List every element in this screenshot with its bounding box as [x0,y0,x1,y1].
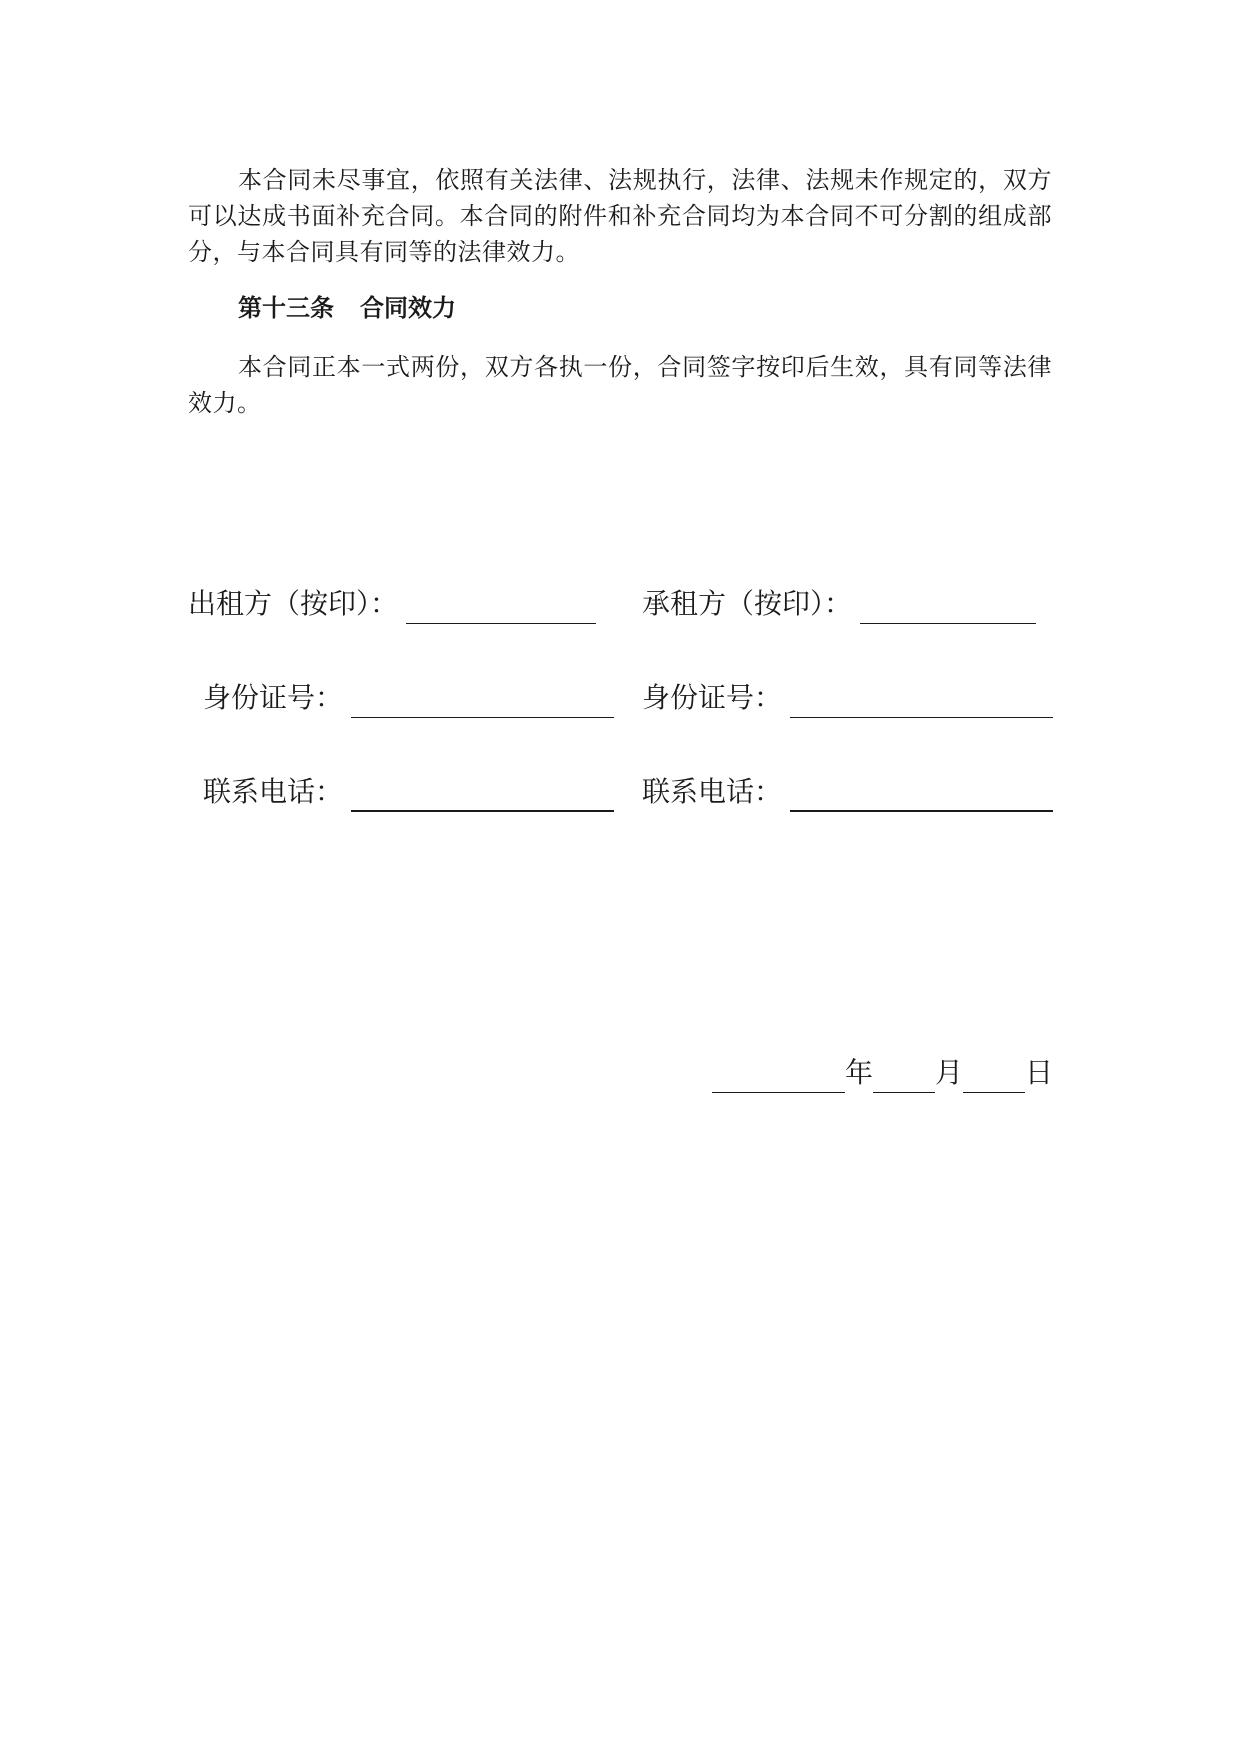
lessor-signature-field[interactable] [406,597,596,624]
lessee-signature-field[interactable] [860,597,1036,624]
signing-date-line [712,1053,1053,1093]
article-13-title: 合同效力 [360,294,456,322]
lessee-phone-label: 联系电话： [642,775,783,808]
lessee-id-field[interactable] [790,691,1053,718]
lessor-sign-label: 出租方（按印）： [188,587,399,620]
lessor-phone-field[interactable] [351,784,614,812]
lessor-id-label: 身份证号： [203,681,344,714]
lessor-id-field[interactable] [351,691,614,718]
lessee-sign-label: 承租方（按印）： [642,587,853,620]
day-field[interactable] [963,1064,1025,1093]
lessee-phone-field[interactable] [790,784,1053,812]
article-13-heading [238,290,456,326]
article-13-number: 第十三条 [238,294,334,322]
day-label: 日 [1025,1056,1054,1089]
year-label: 年 [845,1056,874,1089]
lessee-signature-row [642,584,1036,624]
month-label: 月 [935,1056,964,1089]
year-field[interactable] [712,1064,845,1093]
lessor-phone-row [203,772,614,812]
lessor-signature-row [188,584,596,624]
lessee-id-row [642,678,1053,718]
lessor-phone-label: 联系电话： [203,775,344,808]
lessee-id-label: 身份证号： [642,681,783,714]
supplement-paragraph: 本合同未尽事宜，依照有关法律、法规执行，法律、法规未作规定的，双方可以达成书面补充合同。本合同的附件和补充合同均为本合同不可分割的组成部分，与本合同具有同等的法律效力。 [188,166,1052,266]
article-13-paragraph: 本合同正本一式两份，双方各执一份，合同签字按印后生效，具有同等法律效力。 [188,353,1052,417]
lessor-id-row [203,678,614,718]
month-field[interactable] [873,1064,935,1093]
lessee-phone-row [642,772,1053,812]
